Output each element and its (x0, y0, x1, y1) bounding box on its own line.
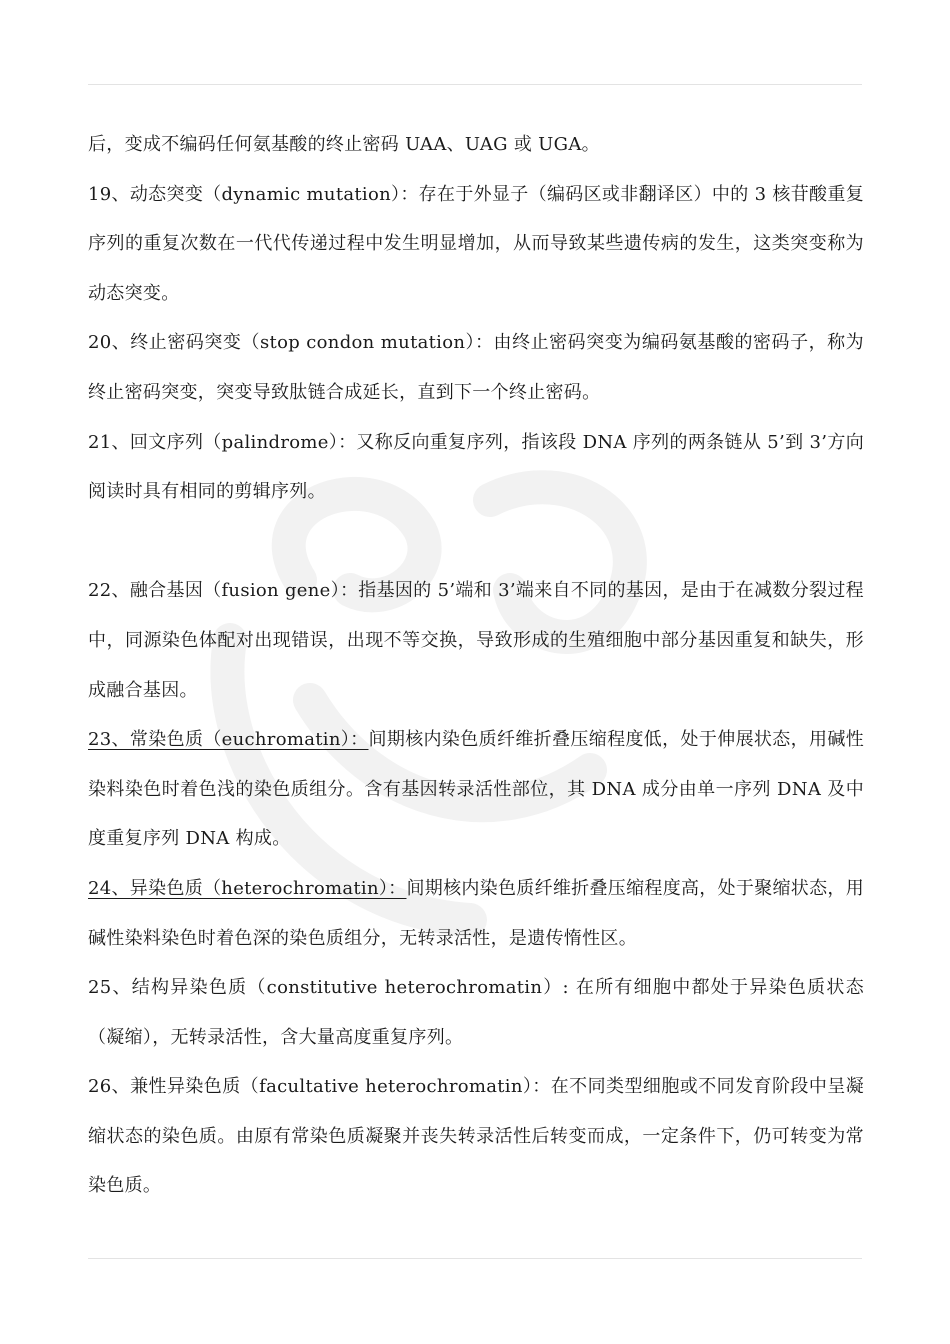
footer-rule (88, 1258, 862, 1259)
paragraph-item-26: 26、兼性异染色质（facultative heterochromatin）：在不同类型细胞或不同发育阶段中呈凝缩状态的染色质。由原有常染色质凝聚并丧失转录活性后转变而成，一定条件下，仍可转变为常染色质。 (88, 1076, 864, 1197)
document-body (88, 120, 864, 1211)
paragraph-item-20: 20、终止密码突变（stop condon mutation）：由终止密码突变为编码氨基酸的密码子，称为终止密码突变，突变导致肽链合成延长，直到下一个终止密码。 (88, 332, 864, 403)
paragraph-item-23 (88, 715, 864, 864)
header-rule (88, 84, 862, 85)
definition-heterochromatin: 间期核内染色质纤维折叠压缩程度高，处于聚缩状态，用碱性染料染色时着色深的染色质组分，无转录活性，是遗传惰性区。 (88, 877, 864, 949)
paragraph-item-22: 22、融合基因（fusion gene）：指基因的 5’端和 3’端来自不同的基因，是由于在减数分裂过程中，同源染色体配对出现错误，出现不等交换，导致形成的生殖细胞中部分基因重复和缺失，形成融合基因。 (88, 580, 864, 701)
blank-line (88, 517, 864, 567)
paragraph-continuation: 后，变成不编码任何氨基酸的终止密码 UAA、UAG 或 UGA。 (88, 134, 600, 155)
definition-euchromatin: 间期核内染色质纤维折叠压缩程度低，处于伸展状态，用碱性染料染色时着色浅的染色质组分。含有基因转录活性部位，其 DNA 成分由单一序列 DNA 及中度重复序列 DNA 构成。 (88, 729, 864, 850)
term-euchromatin: 23、常染色质（euchromatin）： (88, 729, 369, 751)
paragraph-item-24 (88, 864, 864, 963)
paragraph-item-21: 21、回文序列（palindrome）：又称反向重复序列，指该段 DNA 序列的两条链从 5’到 3’方向阅读时具有相同的剪辑序列。 (88, 431, 864, 503)
paragraph-item-19: 19、动态突变（dynamic mutation）：存在于外显子（编码区或非翻译区）中的 3 核苷酸重复序列的重复次数在一代代传递过程中发生明显增加，从而导致某些遗传病的发生，这类突变称为动态突变。 (88, 183, 864, 304)
paragraph-item-25: 25、结构异染色质（constitutive heterochromatin）: 在所有细胞中都处于异染色质状态（凝缩），无转录活性，含大量高度重复序列。 (88, 977, 864, 1048)
term-heterochromatin: 24、异染色质（heterochromatin）： (88, 877, 407, 899)
